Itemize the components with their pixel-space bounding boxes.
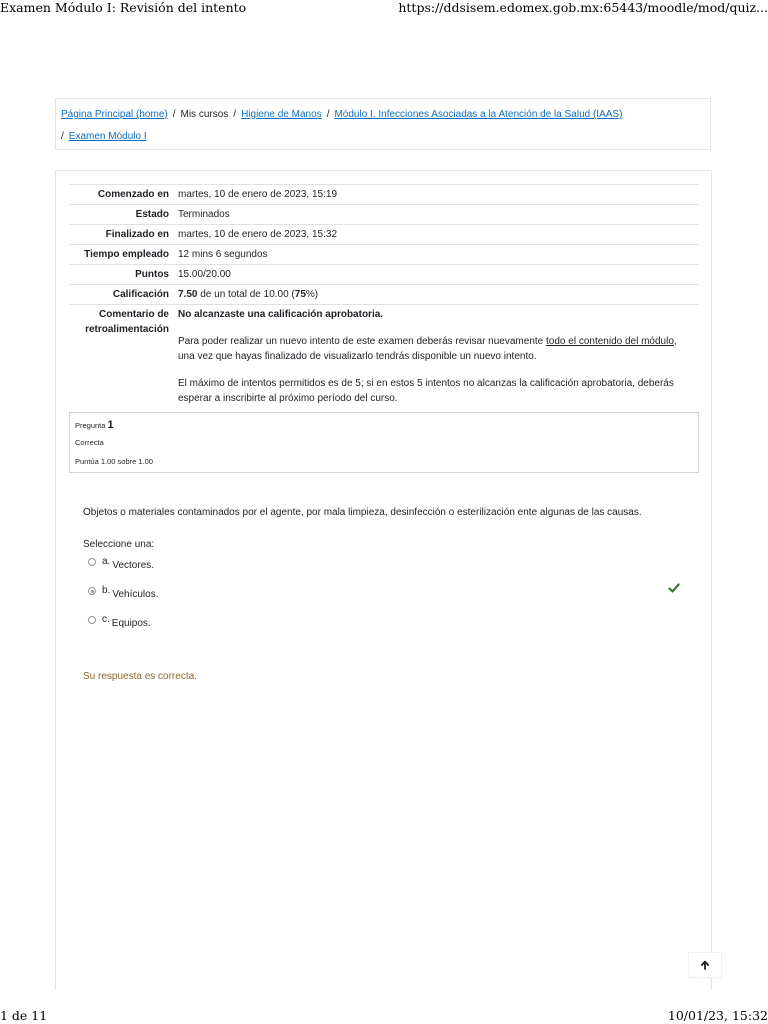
radio-a[interactable] (88, 558, 96, 566)
question-number: Pregunta 1 (75, 419, 114, 431)
feedback-paragraph-2: El máximo de intentos permitidos es de 5; si en estos 5 intentos no alcanzas la calificación aprobatoria, deberás esperar a inscribirte al próximo período del curso. (178, 378, 674, 404)
grade-value: 7.50 de un total de 10.00 (75%) (178, 289, 319, 300)
summary-row-points (69, 265, 699, 285)
started-value: martes, 10 de enero de 2023, 15:19 (178, 189, 338, 200)
breadcrumb-course-link[interactable]: Higiene de Manos (241, 109, 322, 120)
question-state: Correcta (75, 438, 104, 447)
breadcrumb (55, 98, 711, 150)
module-content-link[interactable]: todo el contenido del módulo (546, 336, 674, 347)
question-text: Objetos o materiales contaminados por el agente, por mala limpieza, desinfección o esterilización ente algunas de las causas. (83, 507, 642, 518)
answer-prompt: Seleccione una: (83, 539, 155, 550)
started-label: Comenzado en (97, 189, 169, 200)
feedback-label: Comentario de retroalimentación (85, 309, 169, 335)
answer-option-a[interactable]: a. Vectores. (88, 556, 154, 571)
feedback-value (174, 305, 699, 421)
attempt-summary-table (69, 184, 699, 420)
summary-row-feedback (69, 305, 699, 421)
grade-label: Calificación (112, 289, 169, 300)
feedback-title: No alcanzaste una calificación aprobatoria. (178, 309, 384, 320)
summary-row-started (69, 185, 699, 205)
feedback-paragraph-1: Para poder realizar un nuevo intento de este examen deberás revisar nuevamente todo el contenido del módulo, una vez que hayas finalizado de visualizarlo tendrás disponible un nuevo intento. (178, 336, 677, 362)
check-icon (668, 582, 680, 594)
summary-row-time (69, 245, 699, 265)
arrow-up-icon (700, 960, 710, 970)
print-url: https://ddsisem.edomex.gob.mx:65443/moodle/mod/quiz... (398, 0, 768, 15)
answer-option-b[interactable]: b. Vehículos. (88, 585, 159, 600)
question-grade: Puntúa 1.00 sobre 1.00 (75, 457, 153, 466)
breadcrumb-separator: / (326, 109, 330, 120)
print-datetime: 10/01/23, 15:32 (667, 1008, 768, 1023)
breadcrumb-module-link[interactable]: Módulo I. Infecciones Asociadas a la Atención de la Salud (IAAS) (334, 109, 623, 120)
breadcrumb-separator: / (233, 109, 237, 120)
radio-c[interactable] (88, 616, 96, 624)
radio-b-selected[interactable] (88, 587, 96, 595)
finished-value: martes, 10 de enero de 2023, 15:32 (178, 229, 338, 240)
print-title: Examen Módulo I: Revisión del intento (0, 0, 247, 15)
state-label: Estado (135, 209, 169, 220)
time-value: 12 mins 6 segundos (178, 249, 268, 260)
breadcrumb-separator: / (172, 109, 176, 120)
question-info-box (69, 412, 699, 473)
points-value: 15.00/20.00 (178, 269, 231, 280)
time-label: Tiempo empleado (84, 249, 169, 260)
answer-outcome: Su respuesta es correcta. (83, 671, 197, 682)
summary-row-finished (69, 225, 699, 245)
breadcrumb-my-courses: Mis cursos (180, 109, 229, 120)
finished-label: Finalizado en (105, 229, 169, 240)
breadcrumb-quiz-link[interactable]: Examen Módulo I (68, 131, 147, 142)
points-label: Puntos (135, 269, 169, 280)
state-value: Terminados (178, 209, 230, 220)
breadcrumb-separator: / (61, 131, 64, 142)
summary-row-grade (69, 285, 699, 305)
print-page-number: 1 de 11 (0, 1008, 48, 1023)
summary-row-state (69, 205, 699, 225)
answer-option-c[interactable]: c. Equipos. (88, 614, 151, 629)
breadcrumb-home-link[interactable]: Página Principal (home) (61, 109, 168, 120)
back-to-top-button[interactable] (688, 952, 722, 978)
